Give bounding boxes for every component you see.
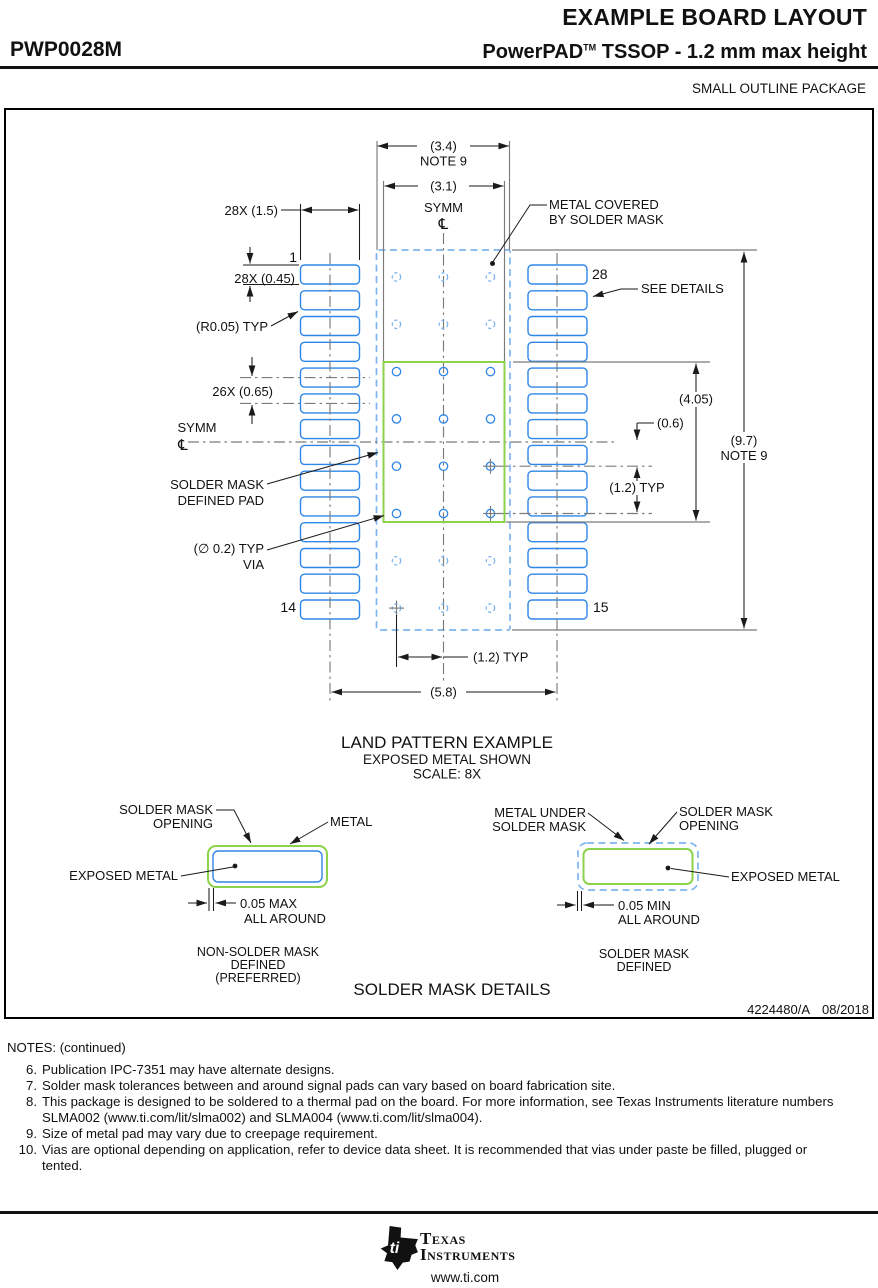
note-number: 9. [26, 1126, 37, 1141]
nsmd-dim-1: 0.05 MAX [240, 896, 298, 911]
via [392, 509, 400, 517]
smd-dim-1: 0.05 MIN [618, 898, 671, 913]
brand-name-line1: Texas [420, 1229, 466, 1248]
note-item [0, 1142, 870, 1174]
via [392, 462, 400, 470]
note-number: 8. [26, 1094, 37, 1109]
dim-5-8: (5.8) [430, 684, 457, 700]
smd-mask-opening-label-1: SOLDER MASK [679, 804, 773, 819]
note-text: Size of metal pad may vary due to creepage requirement. [42, 1126, 378, 1141]
metal-covered-label-1: METAL COVERED [549, 197, 659, 212]
nsmd-mask-opening-label-1: SOLDER MASK [119, 802, 213, 817]
land-pattern-title: LAND PATTERN EXAMPLE [341, 733, 553, 752]
note-item [0, 1094, 870, 1126]
brand-url[interactable]: www.ti.com [430, 1270, 500, 1285]
notes-list [0, 1062, 870, 1174]
pin-1-label: 1 [289, 249, 297, 265]
symm-top-label: SYMM [424, 200, 463, 215]
dim-0-6: (0.6) [657, 415, 684, 431]
smd-mask-opening-label-2: OPENING [679, 818, 739, 833]
note-item [0, 1062, 870, 1078]
via [486, 273, 494, 281]
dim-3-4-note: NOTE 9 [420, 153, 467, 169]
note-number: 6. [26, 1062, 37, 1077]
smd-caption-2: DEFINED [616, 960, 672, 974]
metal-covered-label-2: BY SOLDER MASK [549, 212, 664, 227]
dim-9-7-note: NOTE 9 [720, 448, 768, 463]
pin-15-label: 15 [593, 599, 609, 615]
land-pattern-subtitle: EXPOSED METAL SHOWN [362, 752, 532, 767]
via-dim-label-1: (∅ 0.2) TYP [193, 541, 264, 556]
see-details-label: SEE DETAILS [641, 281, 724, 296]
note-number: 10. [18, 1142, 37, 1157]
via [392, 367, 400, 375]
smd-metal-under-mask [578, 843, 698, 890]
brand-name-line2: Instruments [420, 1244, 516, 1264]
via [392, 415, 400, 423]
dim-r0-05: (R0.05) TYP [195, 319, 268, 334]
detail-nsmd [69, 802, 372, 985]
smd-caption-1: SOLDER MASK [598, 947, 690, 961]
smd-metal-under-label-2: SOLDER MASK [492, 819, 586, 834]
via [392, 273, 400, 281]
nsmd-metal-pad [213, 851, 322, 882]
smd-solder-mask-opening [584, 849, 693, 884]
nsmd-exposed-metal-label: EXPOSED METAL [69, 868, 178, 883]
pin-28-label: 28 [592, 266, 608, 282]
dim-3-4: (3.4) [430, 138, 457, 154]
dim-1-2-bottom: (1.2) TYP [473, 649, 529, 665]
dim-28x-0-45: 28X (0.45) [234, 271, 295, 286]
pin-14-label: 14 [280, 599, 296, 615]
leader-dot [490, 261, 495, 266]
footer-rule [0, 1211, 878, 1214]
note-item [0, 1126, 870, 1142]
via [486, 320, 494, 328]
dimensions [170, 139, 775, 700]
nsmd-caption-2: DEFINED [230, 958, 286, 972]
trademark-symbol: TM [583, 42, 597, 53]
smd-metal-under-label-1: METAL UNDER [494, 805, 586, 820]
land-pattern-titles [341, 733, 553, 782]
via [486, 604, 494, 612]
note-text: Publication IPC-7351 may have alternate designs. [42, 1062, 335, 1077]
leader-dot [233, 864, 238, 869]
notes-heading: NOTES: (continued) [7, 1040, 126, 1055]
solder-mask-defined-pad-1: SOLDER MASK [170, 477, 264, 492]
package-family: PowerPAD [482, 41, 584, 63]
nsmd-solder-mask-opening [208, 846, 327, 887]
dim-4-05: (4.05) [679, 391, 713, 407]
note-item [0, 1078, 870, 1094]
note-text: This package is designed to be soldered to a thermal pad on the board. For more information, see Texas Instruments literature numbers SLMA002 (www.ti.com/lit/slma002) and SLMA004 (www.ti.com/lit/slma004). [42, 1094, 834, 1125]
nsmd-dim-2: ALL AROUND [244, 911, 326, 926]
doc-date: 08/2018 [822, 1002, 869, 1017]
via [392, 320, 400, 328]
ti-logo-icon [377, 1226, 419, 1270]
solder-mask-details-title: SOLDER MASK DETAILS [353, 980, 551, 999]
via-dim-label-2: VIA [243, 557, 264, 572]
nsmd-metal-label: METAL [330, 814, 373, 829]
dim-1-2-right: (1.2) TYP [609, 480, 665, 495]
land-pattern-scale: SCALE: 8X [412, 766, 482, 782]
dim-26x-0-65: 26X (0.65) [212, 384, 273, 399]
dim-9-7: (9.7) [730, 433, 758, 448]
smd-exposed-metal-label: EXPOSED METAL [731, 869, 840, 884]
note-text: Vias are optional depending on application, refer to device data sheet. It is recommended that vias under paste be filled, plugged or tented. [42, 1142, 808, 1173]
centerline-symbol-left: ℄ [178, 436, 188, 454]
svg-text:ti: ti [389, 1240, 400, 1258]
nsmd-caption-3: (PREFERRED) [215, 971, 301, 985]
doc-number: 4224480/A [747, 1002, 810, 1017]
via [486, 367, 494, 375]
package-type: SMALL OUTLINE PACKAGE [691, 81, 866, 96]
centerline-symbol-top: ℄ [438, 215, 449, 233]
nsmd-caption-1: NON-SOLDER MASK [196, 945, 320, 959]
package-desc: TSSOP - 1.2 mm max height [596, 41, 867, 63]
via [486, 557, 494, 565]
solder-mask-defined-pad-2: DEFINED PAD [177, 493, 264, 508]
brand-name [420, 1231, 515, 1262]
part-number: PWP0028M [10, 38, 123, 61]
smd-dim-2: ALL AROUND [618, 912, 700, 927]
dim-3-1: (3.1) [430, 178, 457, 194]
leader-dot [666, 866, 671, 871]
page-title: EXAMPLE BOARD LAYOUT [562, 4, 867, 30]
symm-left-label: SYMM [177, 420, 217, 435]
note-number: 7. [26, 1078, 37, 1093]
dim-28x-1-5: 28X (1.5) [224, 203, 278, 218]
note-text: Solder mask tolerances between and around signal pads can vary based on board fabrication site. [42, 1078, 616, 1093]
detail-smd [492, 804, 840, 974]
nsmd-mask-opening-label-2: OPENING [153, 816, 213, 831]
via [486, 415, 494, 423]
via [392, 557, 400, 565]
